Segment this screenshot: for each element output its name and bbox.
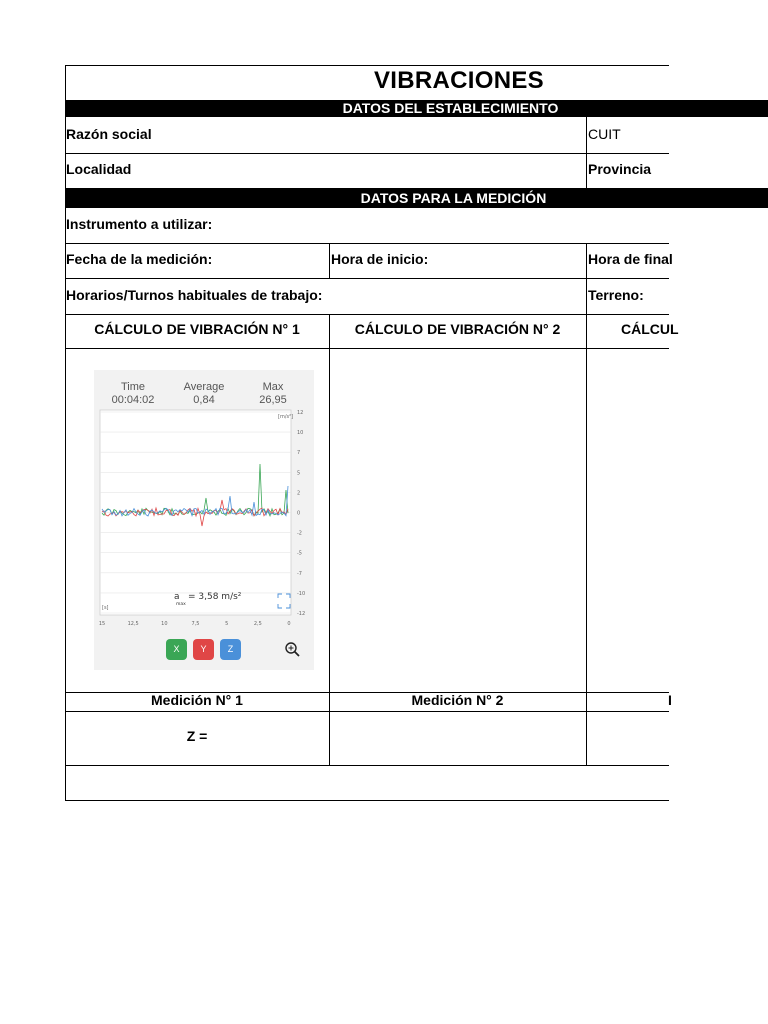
x-tick-label: 0 [287,621,291,627]
x-tick-labels [99,621,291,627]
y-tick-label: -2 [297,530,302,537]
instrumento-label: Instrumento a utilizar: [66,216,213,232]
z-value-label: Z = [186,728,208,744]
razon-social-label: Razón social [66,126,152,142]
y-tick-label: 12 [297,410,304,416]
col-divider [329,243,330,278]
average-value: 0,84 [193,394,215,406]
x-tick-label: 5 [225,621,229,627]
x-tick-label: 7,5 [191,621,200,627]
calculo-1-header: CÁLCULO DE VIBRACIÓN N° 1 [94,321,300,337]
x-tick-label: 2,5 [253,621,262,627]
amax-symbol: a [174,592,180,602]
cuit-label: CUIT [588,126,621,142]
axis-z-button[interactable]: Z [220,639,241,660]
row-divider [65,765,669,766]
max-label: Max [262,381,284,393]
x-tick-label: 12,5 [127,621,139,627]
average-label: Average [183,381,225,393]
y-tick-label: 0 [297,510,301,517]
row-divider [65,153,669,154]
calculo-2-header: CÁLCULO DE VIBRACIÓN N° 2 [354,321,561,337]
amax-subscript: max [176,602,186,607]
y-tick-label: -5 [297,550,302,557]
col-divider [586,243,587,278]
top-border [65,65,669,66]
hora-final-label: Hora de final [588,251,673,267]
row-divider [65,314,669,315]
y-tick-label: -10 [297,590,306,597]
section-header-establecimiento-label: DATOS DEL ESTABLECIMIENTO [342,100,559,116]
page-title: VIBRACIONES [374,67,544,94]
col-divider [586,314,587,765]
y-tick-label: 10 [297,430,304,437]
medicion-1-header: Medición N° 1 [151,692,243,708]
col-divider [586,278,587,314]
col-divider [586,117,587,188]
unit-label: [m/s²] [278,414,294,420]
section-header-medicion-label: DATOS PARA LA MEDICIÓN [360,190,547,206]
fecha-label: Fecha de la medición: [66,251,213,267]
y-tick-label: -7 [297,570,302,577]
x-tick-label: 10 [161,621,168,627]
section-header-medicion [65,188,768,208]
row-divider [65,711,669,712]
axis-y-button[interactable]: Y [193,639,214,660]
y-tick-label: 2 [297,490,301,497]
y-tick-label: -12 [297,611,306,617]
row-divider [65,348,669,349]
medicion-2-header: Medición N° 2 [411,692,504,708]
axis-x-button[interactable]: X [166,639,187,660]
row-divider [65,243,669,244]
terreno-label: Terreno: [588,287,644,303]
zoom-in-icon[interactable] [286,643,299,656]
time-label: Time [120,381,146,393]
localidad-label: Localidad [66,161,132,177]
y-tick-label: 5 [297,470,301,477]
section-header-establecimiento [65,100,768,117]
y-tick-label: 7 [297,450,301,457]
hora-inicio-label: Hora de inicio: [331,251,429,267]
max-value: 26,95 [259,394,287,406]
x-unit-label: [s] [102,605,109,611]
y-tick-labels [297,410,305,617]
x-tick-label: 15 [98,621,106,627]
horarios-label: Horarios/Turnos habituales de trabajo: [66,287,323,303]
time-value: 00:04:02 [111,394,155,406]
amax-value: = 3,58 m/s² [188,592,242,602]
row-divider [65,278,669,279]
vibration-plot [94,370,314,670]
bottom-border [65,800,669,801]
calculo-3-header: CÁLCUL [621,321,679,337]
provincia-label: Provincia [588,161,652,177]
medicion-3-header: I [668,692,672,708]
vibration-app-screenshot [94,370,314,670]
